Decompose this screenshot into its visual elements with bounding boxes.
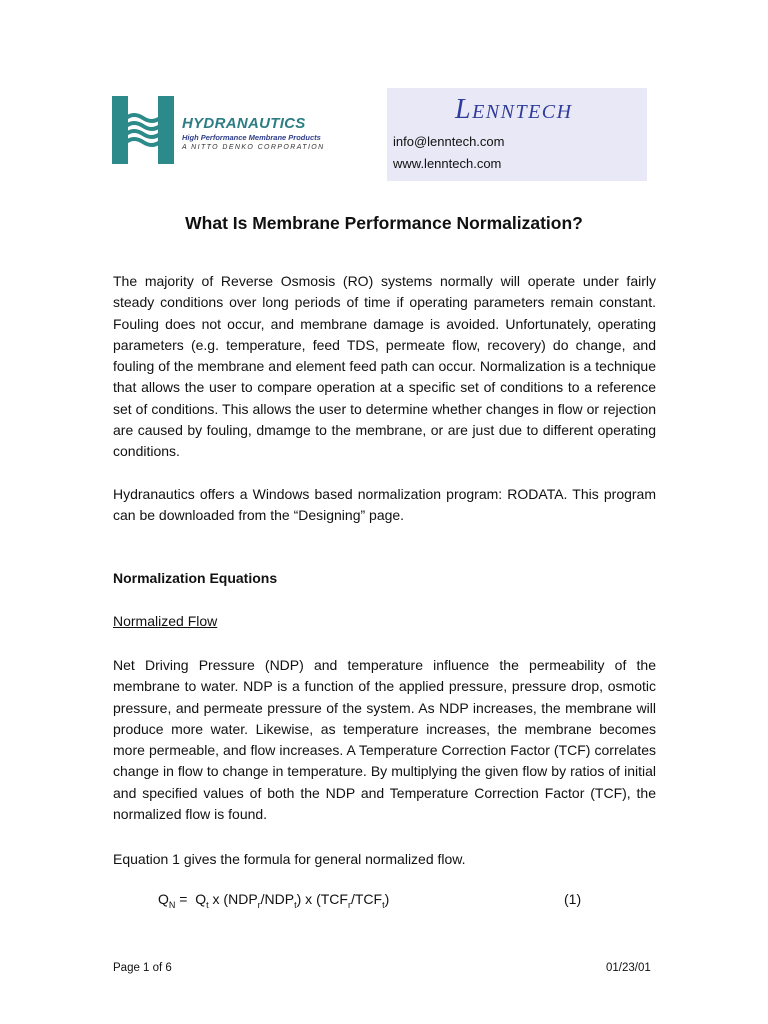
normalized-flow-equation: $Q_N = Q_t$ x $(NDP_r/NDP_t)$ x $(TCF_r/TCF_t)$ [158,891,390,910]
lenntech-contact-box [387,88,647,181]
hydranautics-corporation: A NITTO DENKO CORPORATION [182,144,325,151]
intro-paragraph: The majority of Reverse Osmosis (RO) systems normally will operate under fairly steady conditions over long periods of time if operating parameters remain constant. Fouling does not occur, and membrane damage is avoided. Unfortunately, operating parameters (e.g. temperature, feed TDS, permeate flow, recovery) do change, and fouling of the membrane and element feed path can occur. Normalization is a technique that allows the user to compare operation at a specific set of conditions to a reference set of conditions. This allows the user to determine whether changes in flow or rejection are caused by fouling, dmamge to the membrane, or are just due to different operating conditions. [113,273,656,460]
hydranautics-name: HYDRANAUTICS [182,115,306,132]
document-date: 01/23/01 [606,962,651,974]
equation-intro-paragraph: Equation 1 gives the formula for general normalized flow. [113,851,466,867]
section-heading: Normalization Equations [113,570,278,586]
equation-number: (1) [564,891,582,907]
hydranautics-h-logo-icon [112,96,174,164]
subsection-heading: Normalized Flow [113,613,218,629]
page-title: What Is Membrane Performance Normalization? [185,213,583,233]
page-number: Page 1 of 6 [113,962,172,974]
hydranautics-logo [112,96,342,166]
ndp-paragraph: Net Driving Pressure (NDP) and temperature influence the permeability of the membrane to water. NDP is a function of the applied pressure, pressure drop, osmotic pressure, and permeate pressure of the system. As NDP increases, the membrane will produce more water. Likewise, as temperature increases, the membrane becomes more permeable, and flow increases. A Temperature Correction Factor (TCF) correlates change in flow to change in temperature. By multiplying the given flow by ratios of initial and specified values of both the NDP and Temperature Correction Factor (TCF), the normalized flow is found. [113,657,656,823]
lenntech-email-link[interactable]: info@lenntech.com [393,134,505,149]
hydranautics-tagline: High Performance Membrane Products [182,133,321,142]
rodata-paragraph: Hydranautics offers a Windows based normalization program: RODATA. This program can be downloaded from the “Designing” page. [113,486,656,524]
lenntech-logo: Lenntech [455,94,573,125]
lenntech-website-link[interactable]: www.lenntech.com [393,156,502,171]
